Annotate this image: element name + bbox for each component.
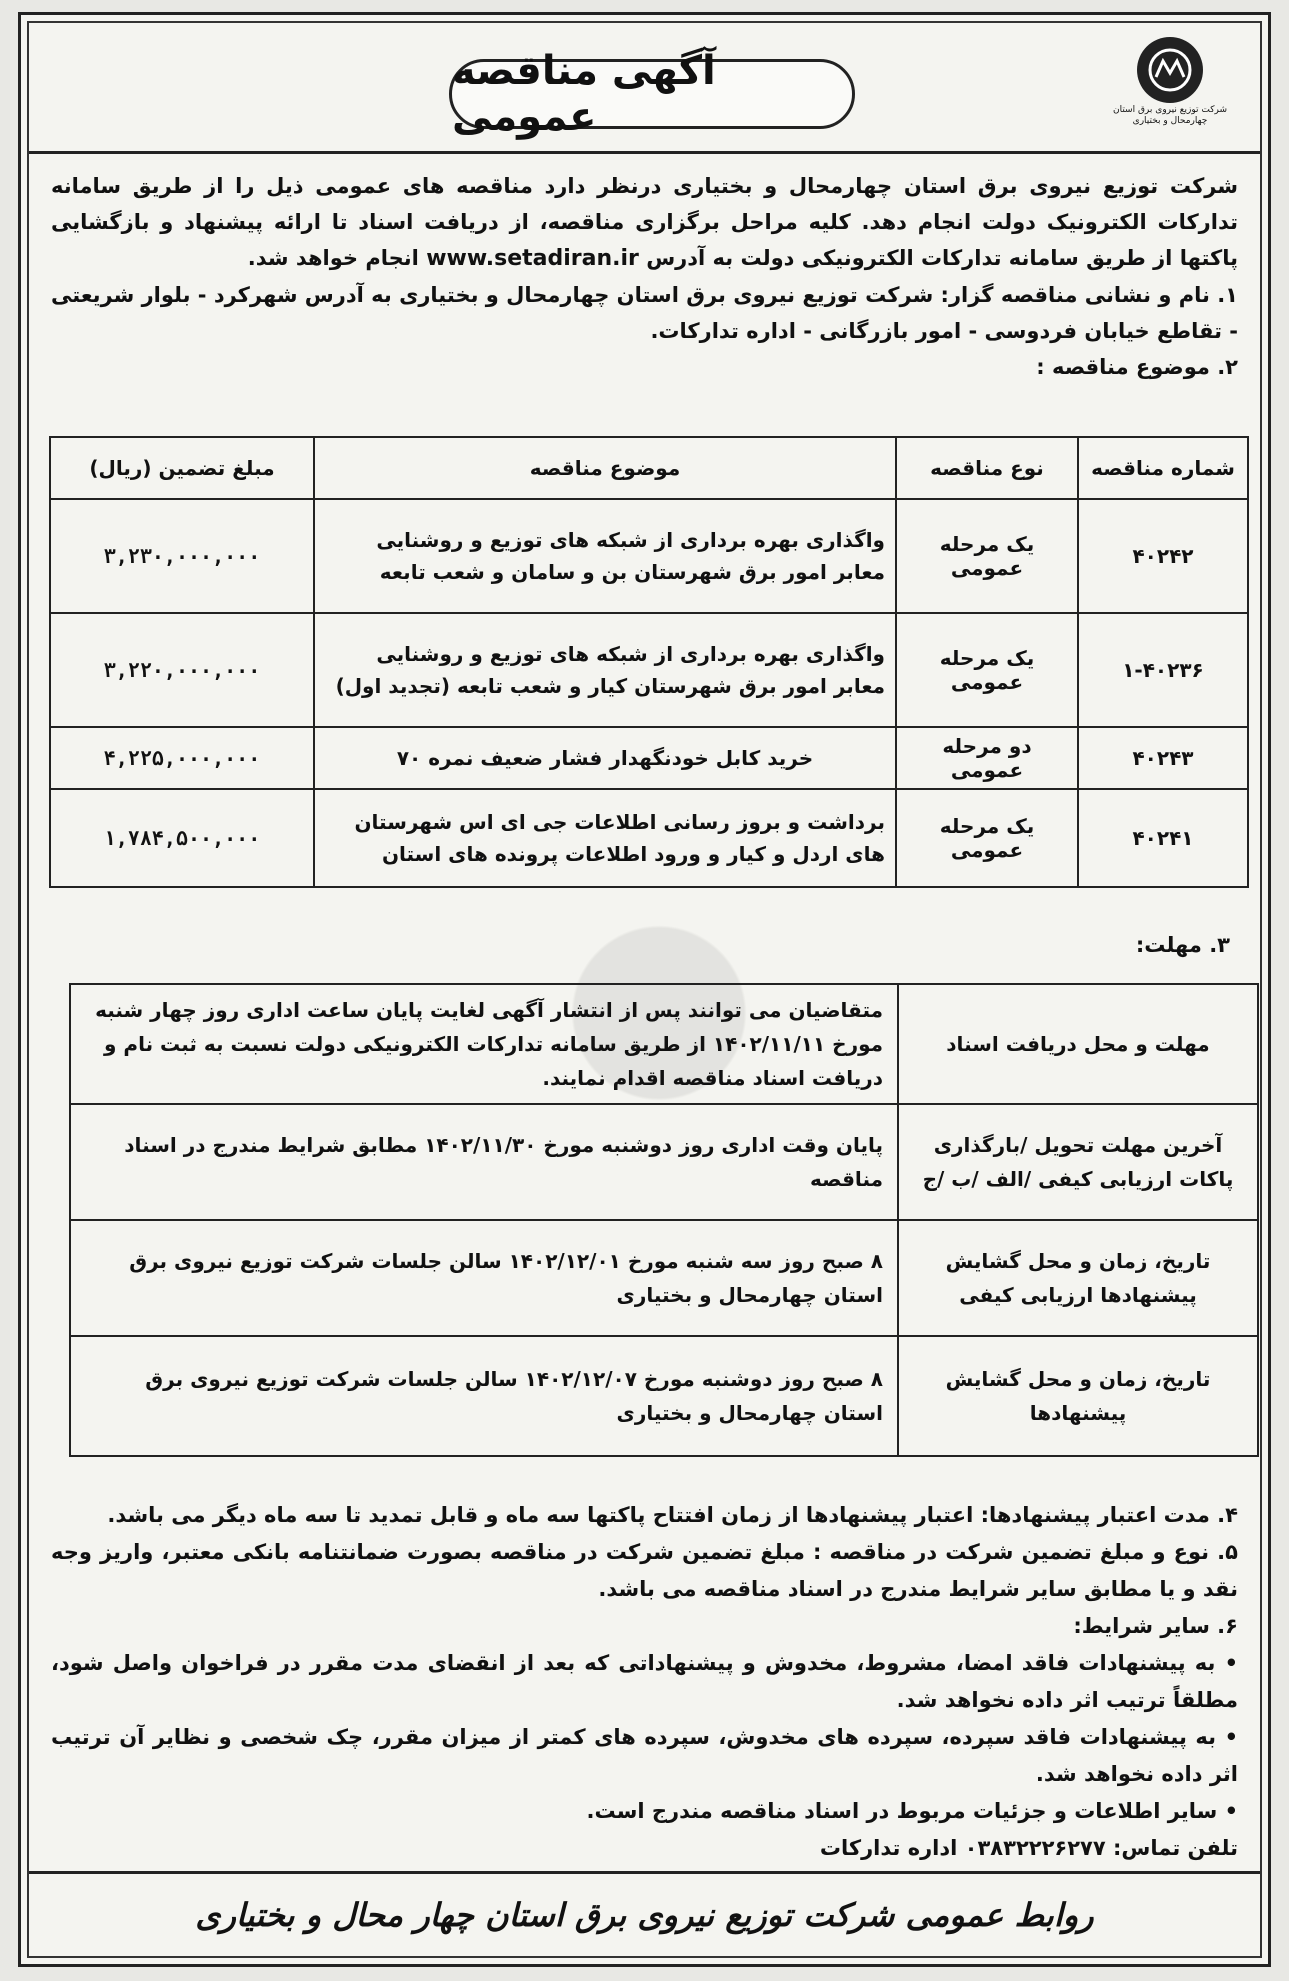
- tender-subject: واگذاری بهره برداری از شبکه های توزیع و روشنایی معابر امور برق شهرستان کیار و شعب تابعه (تجدید اول): [314, 613, 896, 727]
- item-2: ۲. موضوع مناقصه :: [1036, 355, 1238, 379]
- intro-text-end: انجام خواهد شد.: [247, 246, 419, 270]
- tender-number: ۴۰۲۴۲: [1078, 499, 1248, 613]
- logo-icon: [1137, 37, 1203, 103]
- table-row: [50, 789, 1248, 887]
- item-6: ۶. سایر شرایط:: [1073, 1614, 1238, 1638]
- deadline-heading: ۳. مهلت:: [1135, 933, 1230, 957]
- tender-type: یک مرحله عمومی: [896, 613, 1078, 727]
- tender-subject: واگذاری بهره برداری از شبکه های توزیع و روشنایی معابر امور برق شهرستان بن و سامان و شعب تابعه: [314, 499, 896, 613]
- column-header: موضوع مناقصه: [314, 437, 896, 499]
- page-title: آگهی مناقصه عمومی: [452, 48, 716, 140]
- title-banner: [449, 48, 855, 140]
- deadline-value: پایان وقت اداری روز دوشنبه مورخ ۱۴۰۲/۱۱/۳۰ مطابق شرایط مندرج در اسناد مناقصه: [70, 1104, 898, 1220]
- condition-bullet: • به پیشنهادات فاقد سپرده، سپرده های مخدوش، سپرده های کمتر از میزان مقرر، چک شخصی و نظایر آن ترتیب اثر داده نخواهد شد.: [51, 1725, 1238, 1786]
- notice-frame: [27, 21, 1262, 1958]
- guarantee-amount: ۳,۲۲۰,۰۰۰,۰۰۰: [50, 613, 314, 727]
- website-url: www.setadiran.ir: [426, 246, 639, 271]
- deadline-value: ۸ صبح روز سه شنبه مورخ ۱۴۰۲/۱۲/۰۱ سالن جلسات شرکت توزیع نیروی برق استان چهارمحال و بختیاری: [70, 1220, 898, 1336]
- intro-text: شرکت توزیع نیروی برق استان چهارمحال و بختیاری درنظر دارد مناقصه های عمومی ذیل را از طریق سامانه تدارکات الکترونیک دولت انجام دهد. کلیه مراحل برگزاری مناقصه، از دریافت اسناد تا ارائه پیشنهاد و بازگشایی پاکتها از طریق سامانه تدارکات الکترونیکی دولت به آدرس: [51, 174, 1238, 270]
- table-row: [70, 984, 1258, 1104]
- deadline-value: متقاضیان می توانند پس از انتشار آگهی لغایت پایان ساعت اداری روز چهار شنبه مورخ ۱۴۰۲/۱۱/۱۱ از طریق سامانه تدارکات الکترونیکی دولت نسبت به ثبت نام و دریافت اسناد مناقصه اقدام نمایند.: [70, 984, 898, 1104]
- logo-mark-icon: [1147, 47, 1193, 93]
- tender-type: یک مرحله عمومی: [896, 789, 1078, 887]
- tenders-table: [49, 436, 1249, 888]
- table-row: [50, 727, 1248, 789]
- intro-section: [51, 168, 1238, 385]
- table-row: [70, 1336, 1258, 1456]
- table-row: [70, 1104, 1258, 1220]
- header: [29, 23, 1260, 154]
- contact-phone: تلفن تماس: ۰۳۸۳۲۲۲۶۲۷۷ اداره تدارکات: [819, 1836, 1238, 1860]
- tender-subject: خرید کابل خودنگهدار فشار ضعیف نمره ۷۰: [314, 727, 896, 789]
- tender-type: دو مرحله عمومی: [896, 727, 1078, 789]
- column-header: نوع مناقصه: [896, 437, 1078, 499]
- conditions-section: [51, 1497, 1238, 1867]
- company-logo: [1100, 37, 1240, 137]
- intro-paragraph: [51, 168, 1238, 277]
- deadlines-table: [69, 983, 1259, 1457]
- guarantee-amount: ۴,۲۲۵,۰۰۰,۰۰۰: [50, 727, 314, 789]
- tender-number: ۴۰۲۴۱: [1078, 789, 1248, 887]
- table-row: [50, 499, 1248, 613]
- table-row: [50, 613, 1248, 727]
- column-header: مبلغ تضمین (ریال): [50, 437, 314, 499]
- table-row: [70, 1220, 1258, 1336]
- column-header: شماره مناقصه: [1078, 437, 1248, 499]
- table-header-row: [50, 437, 1248, 499]
- notice-page: [18, 12, 1271, 1967]
- item-1: ۱. نام و نشانی مناقصه گزار: شرکت توزیع نیروی برق استان چهارمحال و بختیاری به آدرس شهرکرد - بلوار شریعتی - تقاطع خیابان فردوسی - امور بازرگانی - اداره تدارکات.: [51, 283, 1238, 343]
- tender-type: یک مرحله عمومی: [896, 499, 1078, 613]
- public-relations-footer: [29, 1871, 1260, 1956]
- logo-caption: شرکت توزیع نیروی برق استان چهارمحال و بختیاری: [1112, 105, 1227, 126]
- item-5: ۵. نوع و مبلغ تضمین شرکت در مناقصه : مبلغ تضمین شرکت در مناقصه بصورت ضمانتنامه بانکی معتبر، واریز وجه نقد و یا مطابق سایر شرایط مندرج در اسناد مناقصه می باشد.: [51, 1540, 1238, 1601]
- tender-subject: برداشت و بروز رسانی اطلاعات جی ای اس شهرستان های اردل و کیار و ورود اطلاعات پرونده های استان: [314, 789, 896, 887]
- signature-text: روابط عمومی شرکت توزیع نیروی برق استان چهار محال و بختیاری: [195, 1896, 1094, 1934]
- guarantee-amount: ۳,۲۳۰,۰۰۰,۰۰۰: [50, 499, 314, 613]
- tender-number: ۴۰۲۴۳: [1078, 727, 1248, 789]
- deadline-label: تاریخ، زمان و محل گشایش پیشنهادها ارزیابی کیفی: [898, 1220, 1258, 1336]
- tender-number: ۱-۴۰۲۳۶: [1078, 613, 1248, 727]
- condition-bullet: • سایر اطلاعات و جزئیات مربوط در اسناد مناقصه مندرج است.: [586, 1799, 1238, 1823]
- deadline-label: مهلت و محل دریافت اسناد: [898, 984, 1258, 1104]
- deadline-label: آخرین مهلت تحویل /بارگذاری پاکات ارزیابی کیفی /الف /ب /ج: [898, 1104, 1258, 1220]
- guarantee-amount: ۱,۷۸۴,۵۰۰,۰۰۰: [50, 789, 314, 887]
- condition-bullet: • به پیشنهادات فاقد امضا، مشروط، مخدوش و پیشنهاداتی که بعد از انقضای مدت مقرر در فراخوان واصل شود، مطلقاً ترتیب اثر داده نخواهد شد.: [51, 1651, 1238, 1712]
- deadline-value: ۸ صبح روز دوشنبه مورخ ۱۴۰۲/۱۲/۰۷ سالن جلسات شرکت توزیع نیروی برق استان چهارمحال و بختیاری: [70, 1336, 898, 1456]
- item-4: ۴. مدت اعتبار پیشنهادها: اعتبار پیشنهادها از زمان افتتاح پاکتها سه ماه و قابل تمدید تا سه ماه دیگر می باشد.: [107, 1503, 1238, 1527]
- deadline-label: تاریخ، زمان و محل گشایش پیشنهادها: [898, 1336, 1258, 1456]
